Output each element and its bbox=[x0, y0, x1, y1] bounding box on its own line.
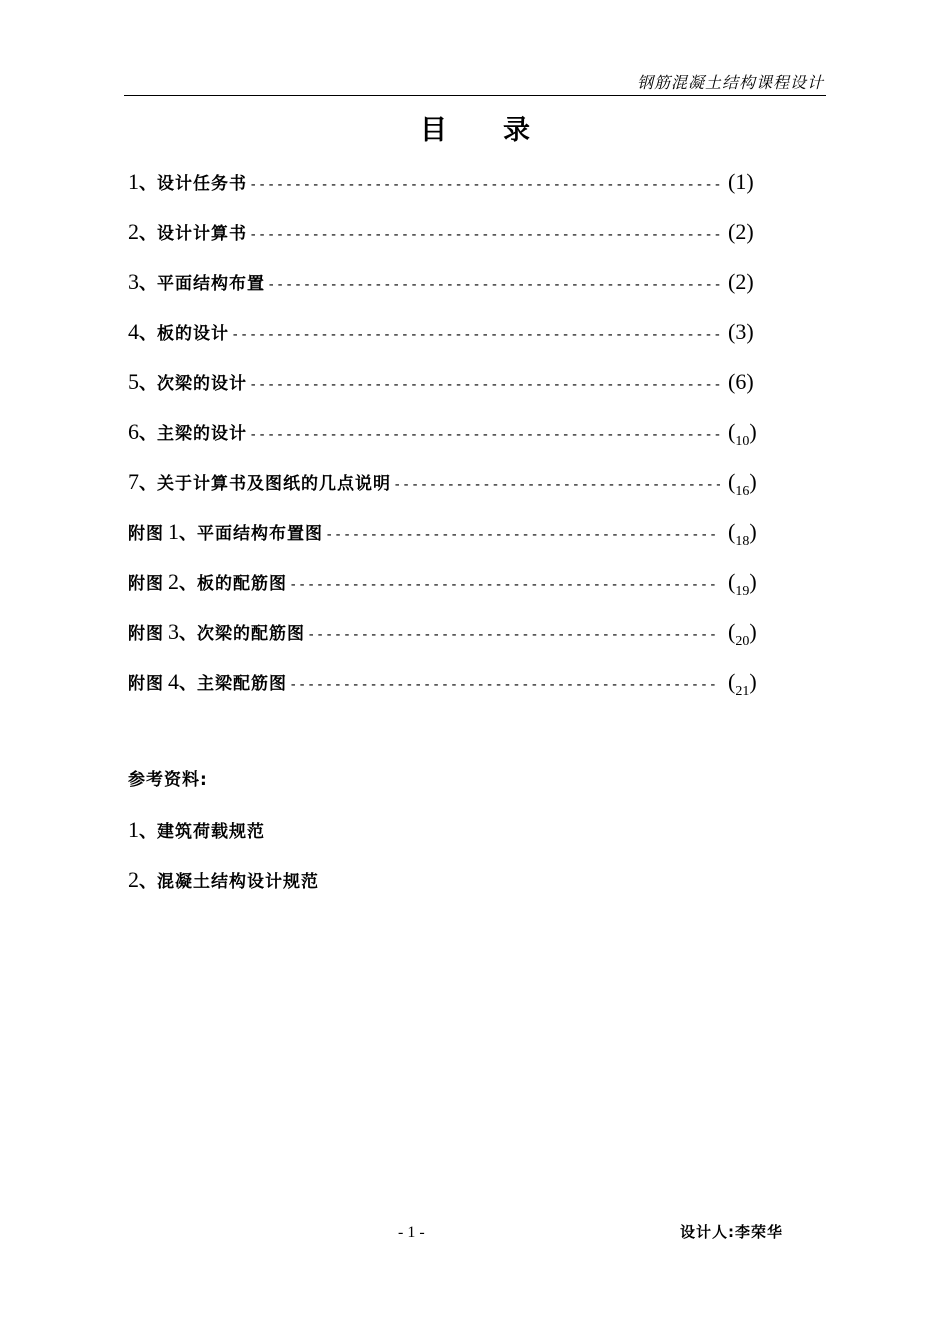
toc-entry-label: 设计任务书 bbox=[157, 174, 247, 194]
page-paren-close: ) bbox=[746, 169, 754, 194]
page-value: 19 bbox=[735, 584, 750, 599]
toc-leader-dashes bbox=[249, 415, 720, 455]
toc-entry-separator: 、 bbox=[179, 573, 197, 594]
toc-entry-number: 4 bbox=[128, 319, 139, 344]
toc-entry-separator: 、 bbox=[179, 623, 197, 644]
toc-leader-dashes bbox=[289, 565, 720, 605]
toc-entry-number: 1 bbox=[128, 169, 139, 194]
toc-entry-separator: 、 bbox=[139, 423, 157, 444]
page-paren-open: ( bbox=[728, 619, 736, 644]
page-paren-open: ( bbox=[728, 319, 736, 344]
toc-entry[interactable] bbox=[128, 612, 768, 662]
toc-entry[interactable] bbox=[128, 262, 768, 312]
toc-entry-label: 板的设计 bbox=[157, 324, 229, 344]
page-paren-close: ) bbox=[746, 269, 754, 294]
reference-number: 1 bbox=[128, 817, 139, 842]
toc-leader-dashes bbox=[231, 315, 720, 355]
page-value: 3 bbox=[735, 319, 747, 344]
page-value: 6 bbox=[735, 369, 747, 394]
toc-entry-separator: 、 bbox=[139, 473, 157, 494]
page-value: 20 bbox=[735, 634, 750, 649]
toc-entry[interactable] bbox=[128, 212, 768, 262]
page-paren-open: ( bbox=[728, 269, 736, 294]
page-paren-close: ) bbox=[749, 569, 757, 594]
toc-entry-label: 主梁的设计 bbox=[157, 424, 247, 444]
toc-leader-dashes bbox=[325, 515, 720, 555]
toc-entry-separator: 、 bbox=[139, 173, 157, 194]
toc-entry-label: 平面结构布置图 bbox=[197, 524, 323, 544]
toc-entry-prefix: 附图 bbox=[128, 524, 164, 544]
toc-entry-separator: 、 bbox=[139, 273, 157, 294]
toc-entry-label: 设计计算书 bbox=[157, 224, 247, 244]
toc-entry-separator: 、 bbox=[139, 223, 157, 244]
references-section bbox=[128, 760, 319, 910]
toc-entry-number: 5 bbox=[128, 369, 139, 394]
toc-entry-label: 次梁的配筋图 bbox=[197, 624, 305, 644]
toc-entry-page bbox=[728, 162, 768, 202]
page-paren-close: ) bbox=[746, 369, 754, 394]
page-paren-open: ( bbox=[728, 569, 736, 594]
reference-item bbox=[128, 860, 319, 910]
toc-entry-label: 平面结构布置 bbox=[157, 274, 265, 294]
toc-entry[interactable] bbox=[128, 162, 768, 212]
page-paren-close: ) bbox=[746, 319, 754, 344]
toc-entry-label: 关于计算书及图纸的几点说明 bbox=[157, 474, 391, 494]
page-paren-open: ( bbox=[728, 519, 736, 544]
toc-entry-page bbox=[728, 462, 768, 512]
toc-entry-separator: 、 bbox=[139, 373, 157, 394]
toc-entry-number: 7 bbox=[128, 469, 139, 494]
page-paren-open: ( bbox=[728, 419, 736, 444]
page-paren-open: ( bbox=[728, 219, 736, 244]
page-value: 10 bbox=[735, 434, 750, 449]
toc-entry-page bbox=[728, 512, 768, 562]
toc-entry[interactable] bbox=[128, 312, 768, 362]
toc-entry-page bbox=[728, 362, 768, 402]
page-value: 18 bbox=[735, 534, 750, 549]
toc-entry[interactable] bbox=[128, 662, 768, 712]
toc-entry-number: 2 bbox=[128, 219, 139, 244]
title-char-1: 目 bbox=[420, 115, 447, 146]
toc-leader-dashes bbox=[393, 465, 720, 505]
toc-entry[interactable] bbox=[128, 512, 768, 562]
toc-leader-dashes bbox=[249, 365, 720, 405]
page-paren-open: ( bbox=[728, 669, 736, 694]
page-value: 21 bbox=[735, 684, 750, 699]
toc-entry-page bbox=[728, 312, 768, 352]
footer-designer: 设计人:李荣华 bbox=[680, 1223, 783, 1241]
page-paren-close: ) bbox=[746, 219, 754, 244]
page-paren-open: ( bbox=[728, 169, 736, 194]
toc-entry-number: 3 bbox=[128, 269, 139, 294]
page-paren-close: ) bbox=[749, 519, 757, 544]
reference-item bbox=[128, 810, 319, 860]
toc-entry[interactable] bbox=[128, 462, 768, 512]
page-value: 2 bbox=[735, 219, 747, 244]
toc-entry-page bbox=[728, 562, 768, 612]
page-paren-close: ) bbox=[749, 469, 757, 494]
toc-entry-separator: 、 bbox=[179, 673, 197, 694]
page-value: 2 bbox=[735, 269, 747, 294]
page-title bbox=[0, 108, 950, 147]
toc-entry-number: 1 bbox=[168, 519, 179, 544]
toc-entry-prefix: 附图 bbox=[128, 574, 164, 594]
toc-leader-dashes bbox=[249, 215, 720, 255]
toc-entry[interactable] bbox=[128, 562, 768, 612]
reference-label: 混凝土结构设计规范 bbox=[157, 872, 319, 892]
toc-entry-number: 4 bbox=[168, 669, 179, 694]
toc-entry-label: 主梁配筋图 bbox=[197, 674, 287, 694]
page-value: 1 bbox=[735, 169, 747, 194]
title-char-2: 录 bbox=[503, 115, 530, 146]
header-divider bbox=[124, 95, 826, 96]
toc-entry-page bbox=[728, 412, 768, 462]
header-course-title: 钢筋混凝土结构课程设计 bbox=[636, 73, 824, 92]
reference-separator: 、 bbox=[139, 821, 157, 842]
toc-entry-page bbox=[728, 262, 768, 302]
reference-number: 2 bbox=[128, 867, 139, 892]
toc-leader-dashes bbox=[267, 265, 720, 305]
toc-entry[interactable] bbox=[128, 412, 768, 462]
page-paren-close: ) bbox=[749, 419, 757, 444]
toc-entry-separator: 、 bbox=[139, 323, 157, 344]
toc-entry-label: 板的配筋图 bbox=[197, 574, 287, 594]
references-list bbox=[128, 810, 319, 910]
toc-leader-dashes bbox=[289, 665, 720, 705]
reference-label: 建筑荷载规范 bbox=[157, 822, 265, 842]
toc-entry-label: 次梁的设计 bbox=[157, 374, 247, 394]
page-paren-close: ) bbox=[749, 669, 757, 694]
toc-entry-number: 6 bbox=[128, 419, 139, 444]
toc-entry-prefix: 附图 bbox=[128, 674, 164, 694]
references-title: 参考资料: bbox=[128, 770, 208, 790]
toc-entry-separator: 、 bbox=[179, 523, 197, 544]
toc-leader-dashes bbox=[249, 165, 720, 205]
page-value: 16 bbox=[735, 484, 750, 499]
footer-page-number: - 1 - bbox=[398, 1224, 425, 1241]
toc-entry[interactable] bbox=[128, 362, 768, 412]
toc-entry-page bbox=[728, 212, 768, 252]
toc-entry-number: 3 bbox=[168, 619, 179, 644]
page-paren-open: ( bbox=[728, 469, 736, 494]
reference-separator: 、 bbox=[139, 871, 157, 892]
toc-entry-page bbox=[728, 612, 768, 662]
toc-leader-dashes bbox=[307, 615, 720, 655]
page-paren-close: ) bbox=[749, 619, 757, 644]
toc-entry-prefix: 附图 bbox=[128, 624, 164, 644]
table-of-contents bbox=[128, 162, 768, 712]
toc-entry-page bbox=[728, 662, 768, 712]
page-paren-open: ( bbox=[728, 369, 736, 394]
toc-entry-number: 2 bbox=[168, 569, 179, 594]
